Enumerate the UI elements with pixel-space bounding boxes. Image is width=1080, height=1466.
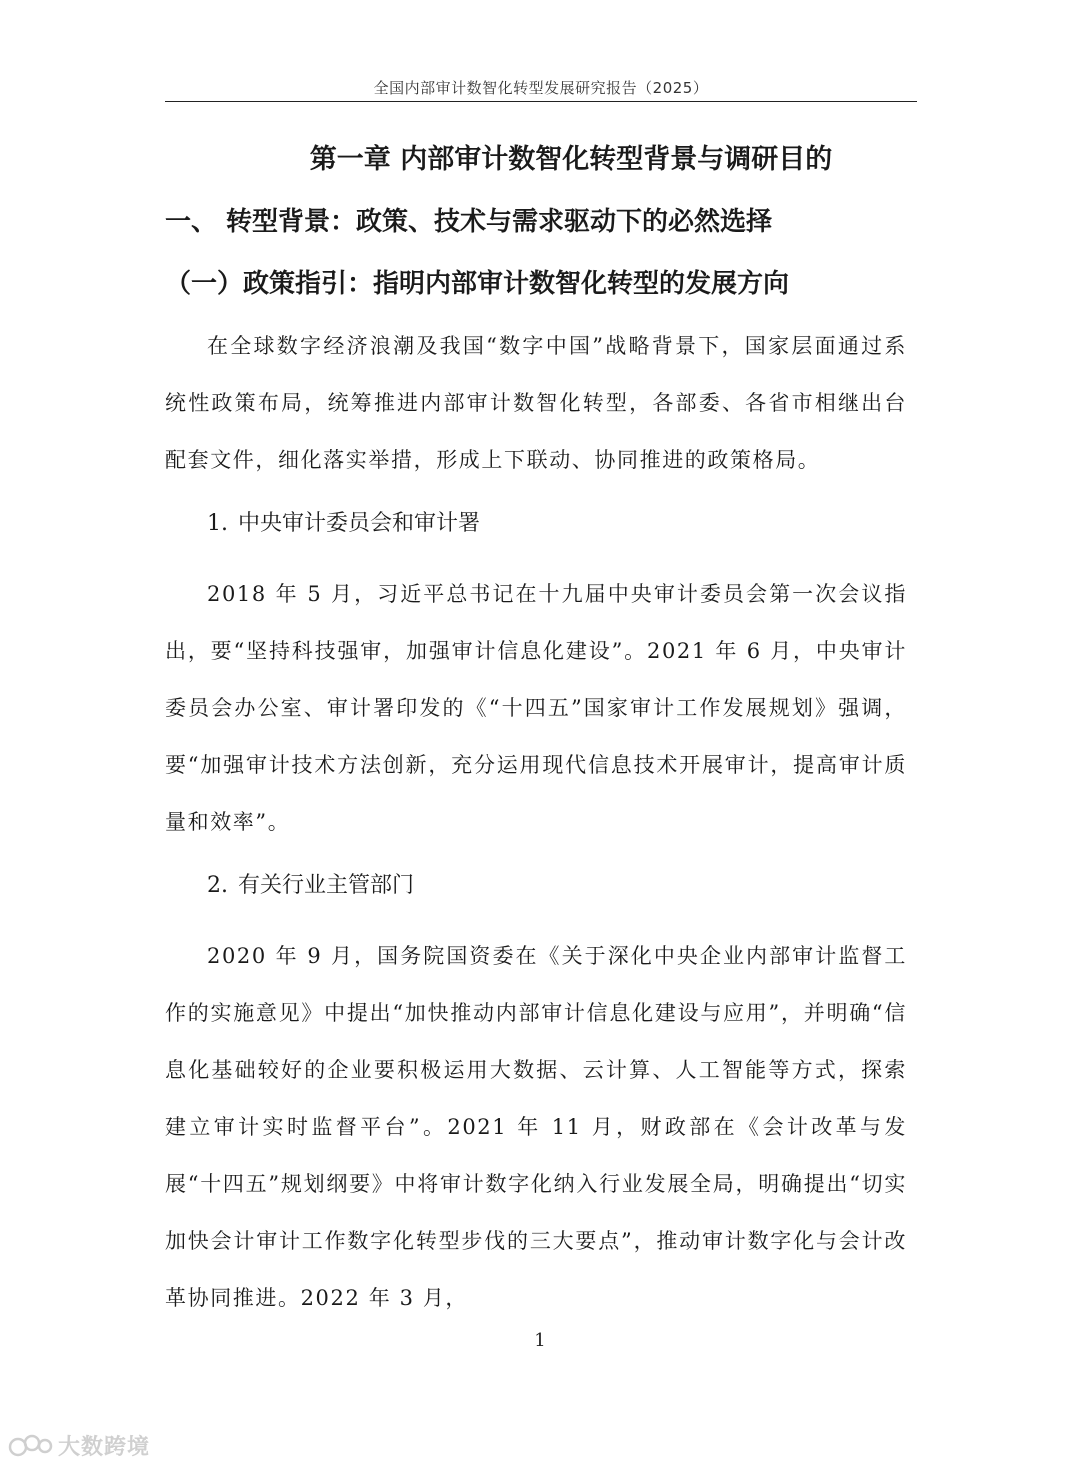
subsection-title: （一）政策指引：指明内部审计数智化转型的发展方向 <box>165 269 790 299</box>
section-title: 一、 转型背景：政策、技术与需求驱动下的必然选择 <box>165 207 773 237</box>
intro-paragraph: 在全球数字经济浪潮及我国“数字中国”战略背景下，国家层面通过系统性政策布局，统筹推进内部审计数智化转型，各部委、各省市相继出台配套文件，细化落实举措，形成上下联动、协同推进的政策格局。 <box>165 334 907 472</box>
item-number: 1. <box>207 511 228 536</box>
chapter-title: 第一章 内部审计数智化转型背景与调研目的 <box>309 144 833 175</box>
item-2-paragraph: 2020 年 9 月，国务院国资委在《关于深化中央企业内部审计监督工作的实施意见》中提出“加快推动内部审计信息化建设与应用”，并明确“信息化基础较好的企业要积极运用大数据、云计算、人工智能等方式，探索建立审计实时监督平台”。2021 年 11 月，财政部在《会计改革与发展“十四五”规划纲要》中将审计数字化纳入行业发展全局，明确提出“切实加快会计审计工作数字化转型步伐的三大要点”，推动审计数字化与会计改革协同推进。2022 年 3 月， <box>165 944 907 1310</box>
item-heading-1 <box>165 495 907 552</box>
item-number: 2. <box>207 873 228 898</box>
item-title: 有关行业主管部门 <box>238 873 415 898</box>
bubble-logo-icon <box>8 1432 54 1458</box>
item-heading-2 <box>165 857 907 914</box>
item-title: 中央审计委员会和审计署 <box>238 511 481 536</box>
item-1-paragraph: 2018 年 5 月，习近平总书记在十九届中央审计委员会第一次会议指出，要“坚持科技强审，加强审计信息化建设”。2021 年 6 月，中央审计委员会办公室、审计署印发的《“十四五”国家审计工作发展规划》强调，要“加强审计技术方法创新，充分运用现代信息技术开展审计，提高审计质量和效率”。 <box>165 582 907 834</box>
page-number: 1 <box>534 1330 546 1351</box>
header-divider <box>165 101 917 102</box>
page-body <box>165 130 907 1327</box>
watermark-text: 大数跨境 <box>58 1434 151 1460</box>
running-header: 全国内部审计数智化转型发展研究报告（2025） <box>373 79 709 97</box>
watermark <box>8 1430 150 1460</box>
